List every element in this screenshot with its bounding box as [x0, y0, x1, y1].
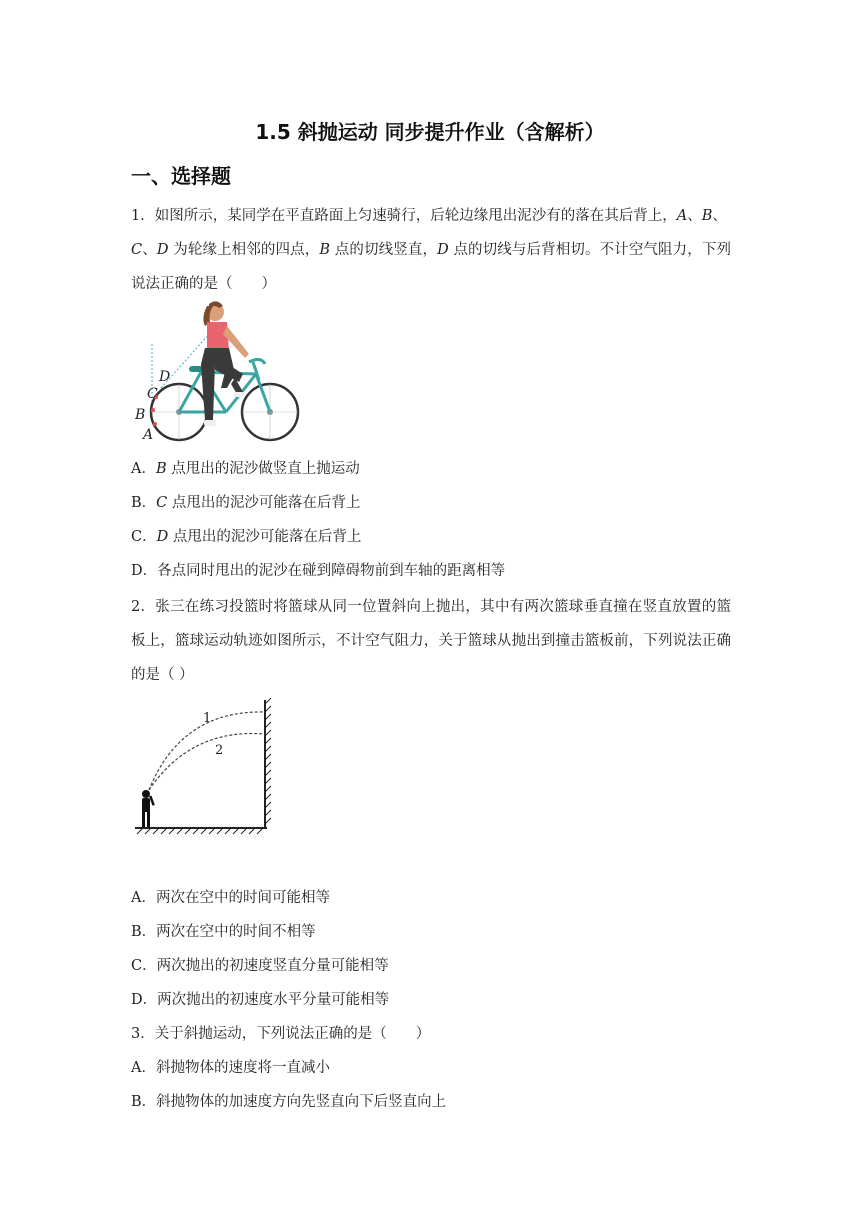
page-title: 1.5 斜抛运动 同步提升作业（含解析）: [255, 120, 605, 144]
label-c: C: [147, 386, 158, 402]
cyclist-figure: [131, 292, 306, 444]
q2-option-a[interactable]: A．两次在空中的时间可能相等: [131, 890, 330, 906]
q1-option-c[interactable]: C．D 点甩出的泥沙可能落在后背上: [131, 529, 362, 545]
q2-option-d[interactable]: D．两次抛出的初速度水平分量可能相等: [131, 992, 390, 1008]
q1-option-b[interactable]: B．C 点甩出的泥沙可能落在后背上: [131, 495, 361, 511]
q1-option-d[interactable]: D．各点同时甩出的泥沙在碰到障碍物前到车轴的距离相等: [131, 563, 506, 579]
trajectory-2: [149, 733, 265, 790]
question-2: 2．张三在练习投篮时将篮球从同一位置斜向上抛出，其中有两次篮球垂直撞在竖直放置的篮板上，篮球运动轨迹如图所示，不计空气阻力，关于篮球从抛出到撞击篮板前，下列说法正确的是（ ）: [131, 599, 731, 683]
q2-option-c[interactable]: C．两次抛出的初速度竖直分量可能相等: [131, 958, 389, 974]
basketball-trajectory-figure: [131, 698, 281, 836]
player-icon: [142, 790, 155, 827]
label-b: B: [135, 407, 146, 423]
trajectory-label-2: 2: [215, 743, 224, 758]
label-a: A: [143, 427, 154, 443]
q3-option-b[interactable]: B．斜抛物体的加速度方向先竖直向下后竖直向上: [131, 1094, 447, 1110]
question-1: 1．如图所示，某同学在平直路面上匀速骑行，后轮边缘甩出泥沙有的落在其后背上，A、B、 C、D 为轮缘上相邻的四点，B 点的切线竖直，D 点的切线与后背相切。不计空气阻力，下列说法正确的是（ ）: [131, 208, 732, 292]
section-heading: 一、选择题: [131, 164, 231, 188]
trajectory-label-1: 1: [203, 711, 212, 726]
q3-option-a[interactable]: A．斜抛物体的速度将一直减小: [131, 1060, 330, 1076]
q2-option-b[interactable]: B．两次在空中的时间不相等: [131, 924, 316, 940]
q1-option-a[interactable]: A．B 点甩出的泥沙做竖直上抛运动: [131, 461, 360, 477]
label-d: D: [159, 369, 171, 385]
question-3: 3．关于斜抛运动，下列说法正确的是（ ）: [131, 1026, 431, 1042]
